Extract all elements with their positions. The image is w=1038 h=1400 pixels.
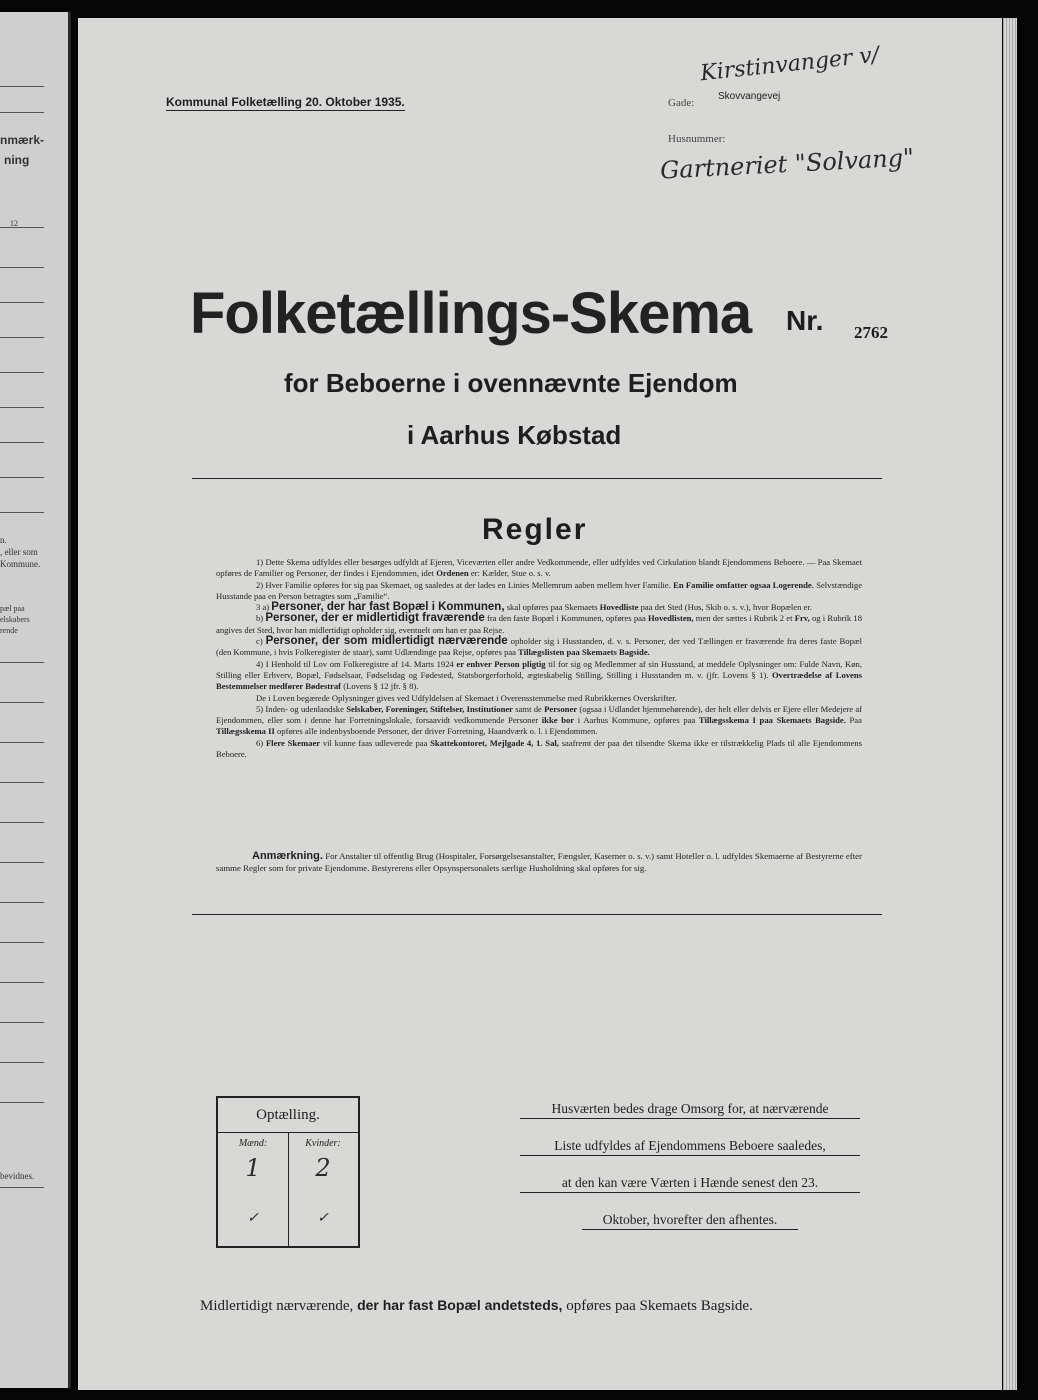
gade-value: Skovvangevej [718,91,781,102]
anmaerkning-note [216,850,862,874]
anmaerkning-text: For Anstalter til offentlig Brug (Hospitaler, Forsørgelsesanstalter, Fængsler, Kaserner o. s. v.) samt Hoteller o. l. udfyldes Skemaerne af Bestyrerne efter samme Regler som for private Ejendomme. Bestyrerens eller Opsynspersonalets særlige Husholdning skal opføres for sig. [216,851,862,873]
check-mark-icon: ✓ [247,1210,259,1226]
rule-6: 6) Flere Skemaer vil kunne faas udleverede paa Skattekontoret, Mejlgade 4, 1. Sal, saafremt der paa det tilsendte Skema ikke er tilstrækkelig Plads til alle Ejendommens Beboere. [216,737,863,760]
nr-label: Nr. [786,305,824,336]
fragment-text: , eller som [0,547,38,557]
tally-box [216,1096,360,1248]
rule-5: 5) Inden- og udenlandske Selskaber, Foreninger, Stiftelser, Institutioner samt de Personer (ogsaa i Udlandet hjemmehørende), der helt eller delvis er Ejere eller Medejere af Ejendommen, eller som i denne har Forretningslokale, forsaavidt vedkommende Personer ikke bor i Aarhus Kommune, opføres paa Tillægsskema I paa Skemaets Bagside. Paa Tillægsskema II opføres alle indenbysboende Personer, der driver Forretning, Haandværk o. l. i Ejendommen. [216,703,862,737]
fragment-text: Kommune. [0,559,41,569]
tally-women-value: 2 [315,1154,331,1182]
rules-text [216,557,862,760]
rule-3b: b) Personer, der er midlertidigt fraværende fra den faste Bopæl i Kommunen, opføres paa Hovedlisten, men der sættes i Rubrik 2 et Frv, og i Rubrik 18 angives det Sted, hvor han midlertidigt opholder sig, eventuelt om han er paa Rejse. [216,612,863,635]
fragment-text: ning [4,153,30,167]
tally-men-label: Mænd: [238,1138,268,1149]
check-mark-icon: ✓ [317,1210,329,1226]
form-number: 2762 [854,323,888,342]
rule-1: 1) Dette Skema udfyldes eller besørges udfyldt af Ejeren, Viceværten eller andre Vedkommende, eller udfyldes ved Cirkulation blandt Ejendommens Beboere. — Paa Skemaet opføres de Familier og Personer, der findes i Ejendommen, idet Ordenen er: Kælder, Stue o. s. v. [216,557,862,579]
tally-women-label: Kvinder: [305,1138,341,1149]
fragment-text: nmærk- [0,133,45,147]
subtitle-line1: for Beboerne i ovennævnte Ejendom [284,368,738,398]
divider [192,914,882,915]
notice-line: at den kan være Værten i Hænde senest den 23. [520,1174,860,1193]
subtitle-line2: i Aarhus Købstad [407,420,622,450]
footer-note: Midlertidigt nærværende, der har fast Bopæl andetsteds, opføres paa Skemaets Bagside. [200,1297,753,1314]
notice-line: Oktober, hvorefter den afhentes. [582,1211,798,1230]
rule-4b: De i Loven begærede Oplysninger gives ved Udfyldelsen af Skemaet i Overensstemmelse med Rubrikkernes Overskrifter. [256,692,677,703]
rules-heading: Regler [482,513,588,546]
fragment-text: bevidnes. [0,1171,35,1181]
tally-title: Optælling. [218,1098,358,1133]
tally-men-value: 1 [245,1154,261,1182]
fragment-text: pæl paa [0,604,25,613]
form-title: Folketællings-Skema [190,281,752,346]
notice-line: Liste udfyldes af Ejendommens Beboere saaledes, [520,1137,860,1156]
rule-3c: c) Personer, der som midlertidigt nærværende opholder sig i Husstanden, d. v. s. Personer, der ved Tællingen er fraværende fra deres faste Bopæl (den Kommune, i hvis Folkeregister de staar), samt Udlændinge paa Rejse, opføres paa Tillægslisten paa Skemaets Bagside. [216,635,862,658]
fragment-text: 12 [10,219,18,228]
handwritten-street: Kirstinvanger v/ [699,42,881,87]
rule-2: 2) Hver Familie opføres for sig paa Skemaet, og saaledes at der lades en Linies Mellemrum aaben mellem hver Familie. En Familie omfatter ogsaa Logerende. Selvstændige Husstande paa en Person betragtes som „Familie“. [216,579,863,601]
page-edge [1003,18,1017,1390]
fragment-text: rende [0,626,18,635]
fragment-text: n. [0,535,7,545]
divider [192,478,882,479]
previous-page-fragment [0,12,71,1388]
fragment-text: elskabers [0,615,30,624]
census-header: Kommunal Folketælling 20. Oktober 1935. [166,95,405,109]
notice-line: Husværten bedes drage Omsorg for, at nærværende [520,1100,860,1119]
handwritten-house: Gartneriet "Solvang" [659,143,915,185]
rule-3a: 3 a) Personer, der har fast Bopæl i Kommunen, skal opføres paa Skemaets Hovedliste paa det Sted (Hus, Skib o. s. v.), hvor Bopælen er. [256,601,812,614]
gade-label: Gade: [668,97,695,109]
landlord-notice [520,1100,860,1248]
husnummer-label: Husnummer: [668,133,726,145]
anmaerkning-label: Anmærkning. [252,850,323,862]
rule-4: 4) I Henhold til Lov om Folkeregistre af 14. Marts 1924 er enhver Person pligtig til for sig og Medlemmer af sin Husstand, at meddele Oplysninger om: Fulde Navn, Køn, Stilling eller Erhverv, Bopæl, Fødselsaar, Fødselsdag og Fødested, Statsborgerforhold, ægteskabelig Stilling, Stilling i Husstanden m. v. (jfr. Lovens § 1). Overtrædelse af Lovens Bestemmelser medfører Bødestraf (Lovens § 12 jfr. § 8). [216,658,862,692]
